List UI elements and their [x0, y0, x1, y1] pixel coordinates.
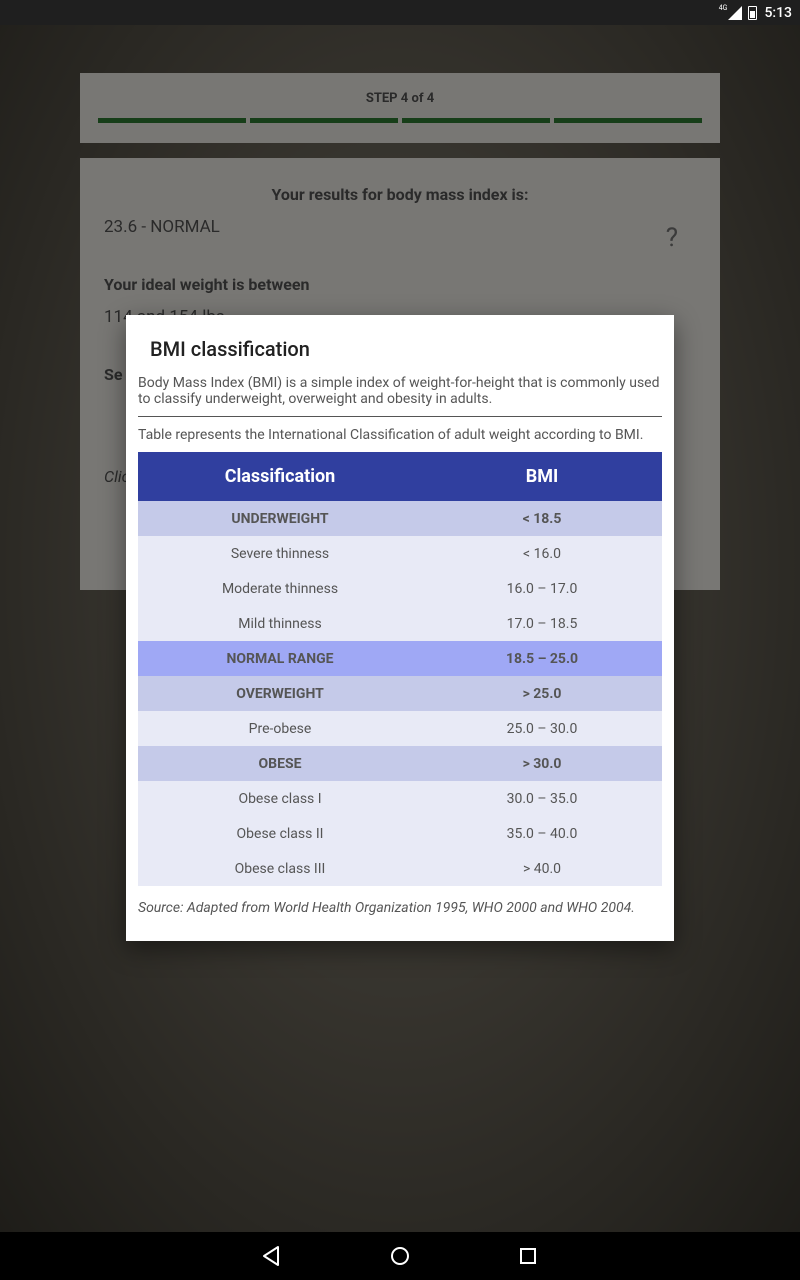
- home-icon[interactable]: [388, 1244, 412, 1268]
- row-bmi: 30.0 – 35.0: [506, 790, 578, 807]
- table-row: [138, 851, 662, 886]
- table-row: [138, 711, 662, 746]
- status-time: 5:13: [764, 4, 792, 21]
- row-label: Obese class III: [234, 860, 326, 877]
- row-label: Moderate thinness: [221, 580, 339, 597]
- table-row: [138, 781, 662, 816]
- row-bmi: 17.0 – 18.5: [506, 615, 578, 632]
- row-bmi: 25.0 – 30.0: [506, 720, 578, 737]
- row-label: OVERWEIGHT: [236, 685, 324, 702]
- network-type: 4G: [718, 4, 728, 12]
- row-label: Pre-obese: [248, 720, 312, 737]
- recents-icon[interactable]: [516, 1244, 540, 1268]
- table-row: [138, 641, 662, 676]
- source-note: Source: Adapted from World Health Organization 1995, WHO 2000 and WHO 2004.: [138, 900, 635, 916]
- row-label: Obese class II: [236, 825, 324, 842]
- row-bmi: > 25.0: [522, 685, 562, 702]
- table-header: [138, 452, 662, 501]
- table-row: [138, 816, 662, 851]
- navigation-bar: [0, 1232, 800, 1280]
- status-bar: [0, 0, 800, 25]
- row-bmi: 16.0 – 17.0: [506, 580, 578, 597]
- row-bmi: < 18.5: [522, 510, 562, 527]
- row-bmi: > 40.0: [522, 860, 562, 877]
- table-row: [138, 746, 662, 781]
- table-row: [138, 676, 662, 711]
- row-label: Mild thinness: [238, 615, 322, 632]
- header-classification: Classification: [224, 466, 336, 487]
- bmi-classification-dialog: [126, 315, 674, 941]
- header-bmi: BMI: [525, 466, 559, 487]
- table-row: [138, 536, 662, 571]
- row-label: NORMAL RANGE: [226, 650, 334, 667]
- row-bmi: 35.0 – 40.0: [506, 825, 578, 842]
- battery-icon: [748, 6, 757, 20]
- divider: [138, 416, 662, 417]
- intro-text: Body Mass Index (BMI) is a simple index of weight-for-height that is commonly used to classify underweight, overweight and obesity in adults.: [138, 375, 660, 407]
- table-row: [138, 571, 662, 606]
- row-bmi: 18.5 – 25.0: [505, 650, 579, 667]
- table-note: Table represents the International Classification of adult weight according to BMI.: [138, 427, 644, 443]
- back-icon[interactable]: [260, 1244, 284, 1268]
- dialog-title: BMI classification: [150, 337, 310, 361]
- row-label: Severe thinness: [230, 545, 330, 562]
- row-bmi: > 30.0: [522, 755, 562, 772]
- signal-icon: [728, 6, 742, 20]
- row-label: UNDERWEIGHT: [231, 510, 329, 527]
- row-label: Obese class I: [238, 790, 322, 807]
- row-label: OBESE: [258, 755, 302, 772]
- table-row: [138, 501, 662, 536]
- table-row: [138, 606, 662, 641]
- row-bmi: < 16.0: [523, 545, 561, 562]
- bmi-table: [138, 452, 662, 886]
